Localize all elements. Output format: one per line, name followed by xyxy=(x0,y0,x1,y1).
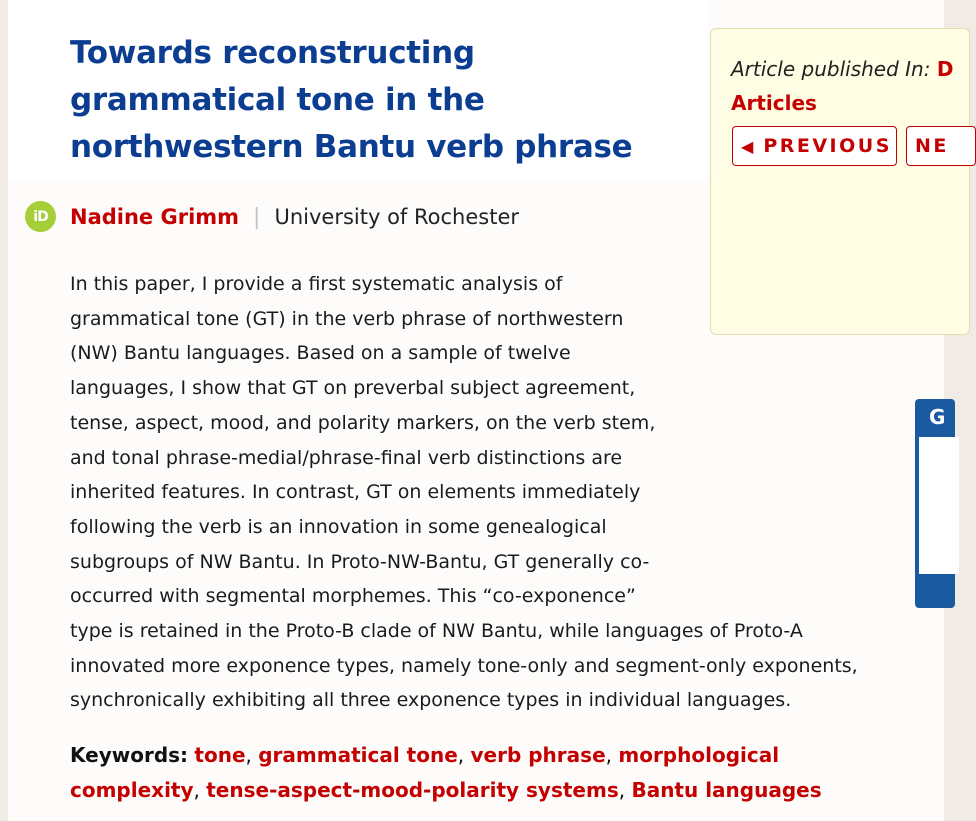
previous-button[interactable] xyxy=(732,126,897,166)
author-affiliation: University of Rochester xyxy=(274,205,519,229)
published-in-label: Article published In: xyxy=(731,57,931,81)
keyword-link[interactable]: verb phrase xyxy=(470,743,606,767)
widget-heading: G xyxy=(929,405,946,429)
sidebar-widget xyxy=(915,399,955,608)
published-in xyxy=(731,53,971,119)
keyword-link[interactable]: grammatical tone xyxy=(258,743,458,767)
orcid-icon[interactable]: iD xyxy=(25,201,56,232)
keywords: Keywords: tone, grammatical tone, verb phrase, morphological complexity, tense-aspect-mood-polarity systems, Bantu languages xyxy=(70,743,822,802)
previous-label: PREVIOUS xyxy=(763,135,892,157)
keyword-link[interactable]: tense-aspect-mood-polarity systems xyxy=(206,778,619,802)
keyword-link[interactable]: Bantu languages xyxy=(631,778,822,802)
section-link[interactable]: Articles xyxy=(731,91,817,115)
keywords-label: Keywords: xyxy=(70,743,189,767)
next-label: NE xyxy=(915,135,949,157)
author-line xyxy=(70,202,519,232)
article-title: Towards reconstructing grammatical tone in the northwestern Bantu verb phrase xyxy=(70,35,633,165)
keyword-link[interactable]: tone xyxy=(194,743,246,767)
triangle-left-icon: ◀ xyxy=(741,136,754,156)
widget-body xyxy=(919,437,959,574)
published-in-link[interactable]: D xyxy=(936,57,954,81)
next-button[interactable] xyxy=(906,126,976,166)
author-name-link[interactable]: Nadine Grimm xyxy=(70,205,240,229)
divider: | xyxy=(253,204,261,230)
abstract-text: In this paper, I provide a first systematic analysis of grammatical tone (GT) in the verb phrase of northwestern (NW) Bantu languages. Based on a sample of twelve languages, I show that GT on preverbal subject agreement, tense, aspect, mood, and polarity markers, on the verb stem, and tonal phrase-medial/phrase-final verb distinctions are inherited features. In contrast, GT on elements immediately following the verb is an innovation in some genealogical subgroups of NW Bantu. In Proto-NW-Bantu, GT generally co-occurred with segmental morphemes. This “co-exponence” type is retained in the Proto-B clade of NW Bantu, while languages of Proto-A innovated more exponence types, namely tone-only and segment-only exponents, synchronically exhibiting all three exponence types in individual languages. xyxy=(70,273,858,712)
keyword-link[interactable]: morphological complexity xyxy=(70,743,780,802)
